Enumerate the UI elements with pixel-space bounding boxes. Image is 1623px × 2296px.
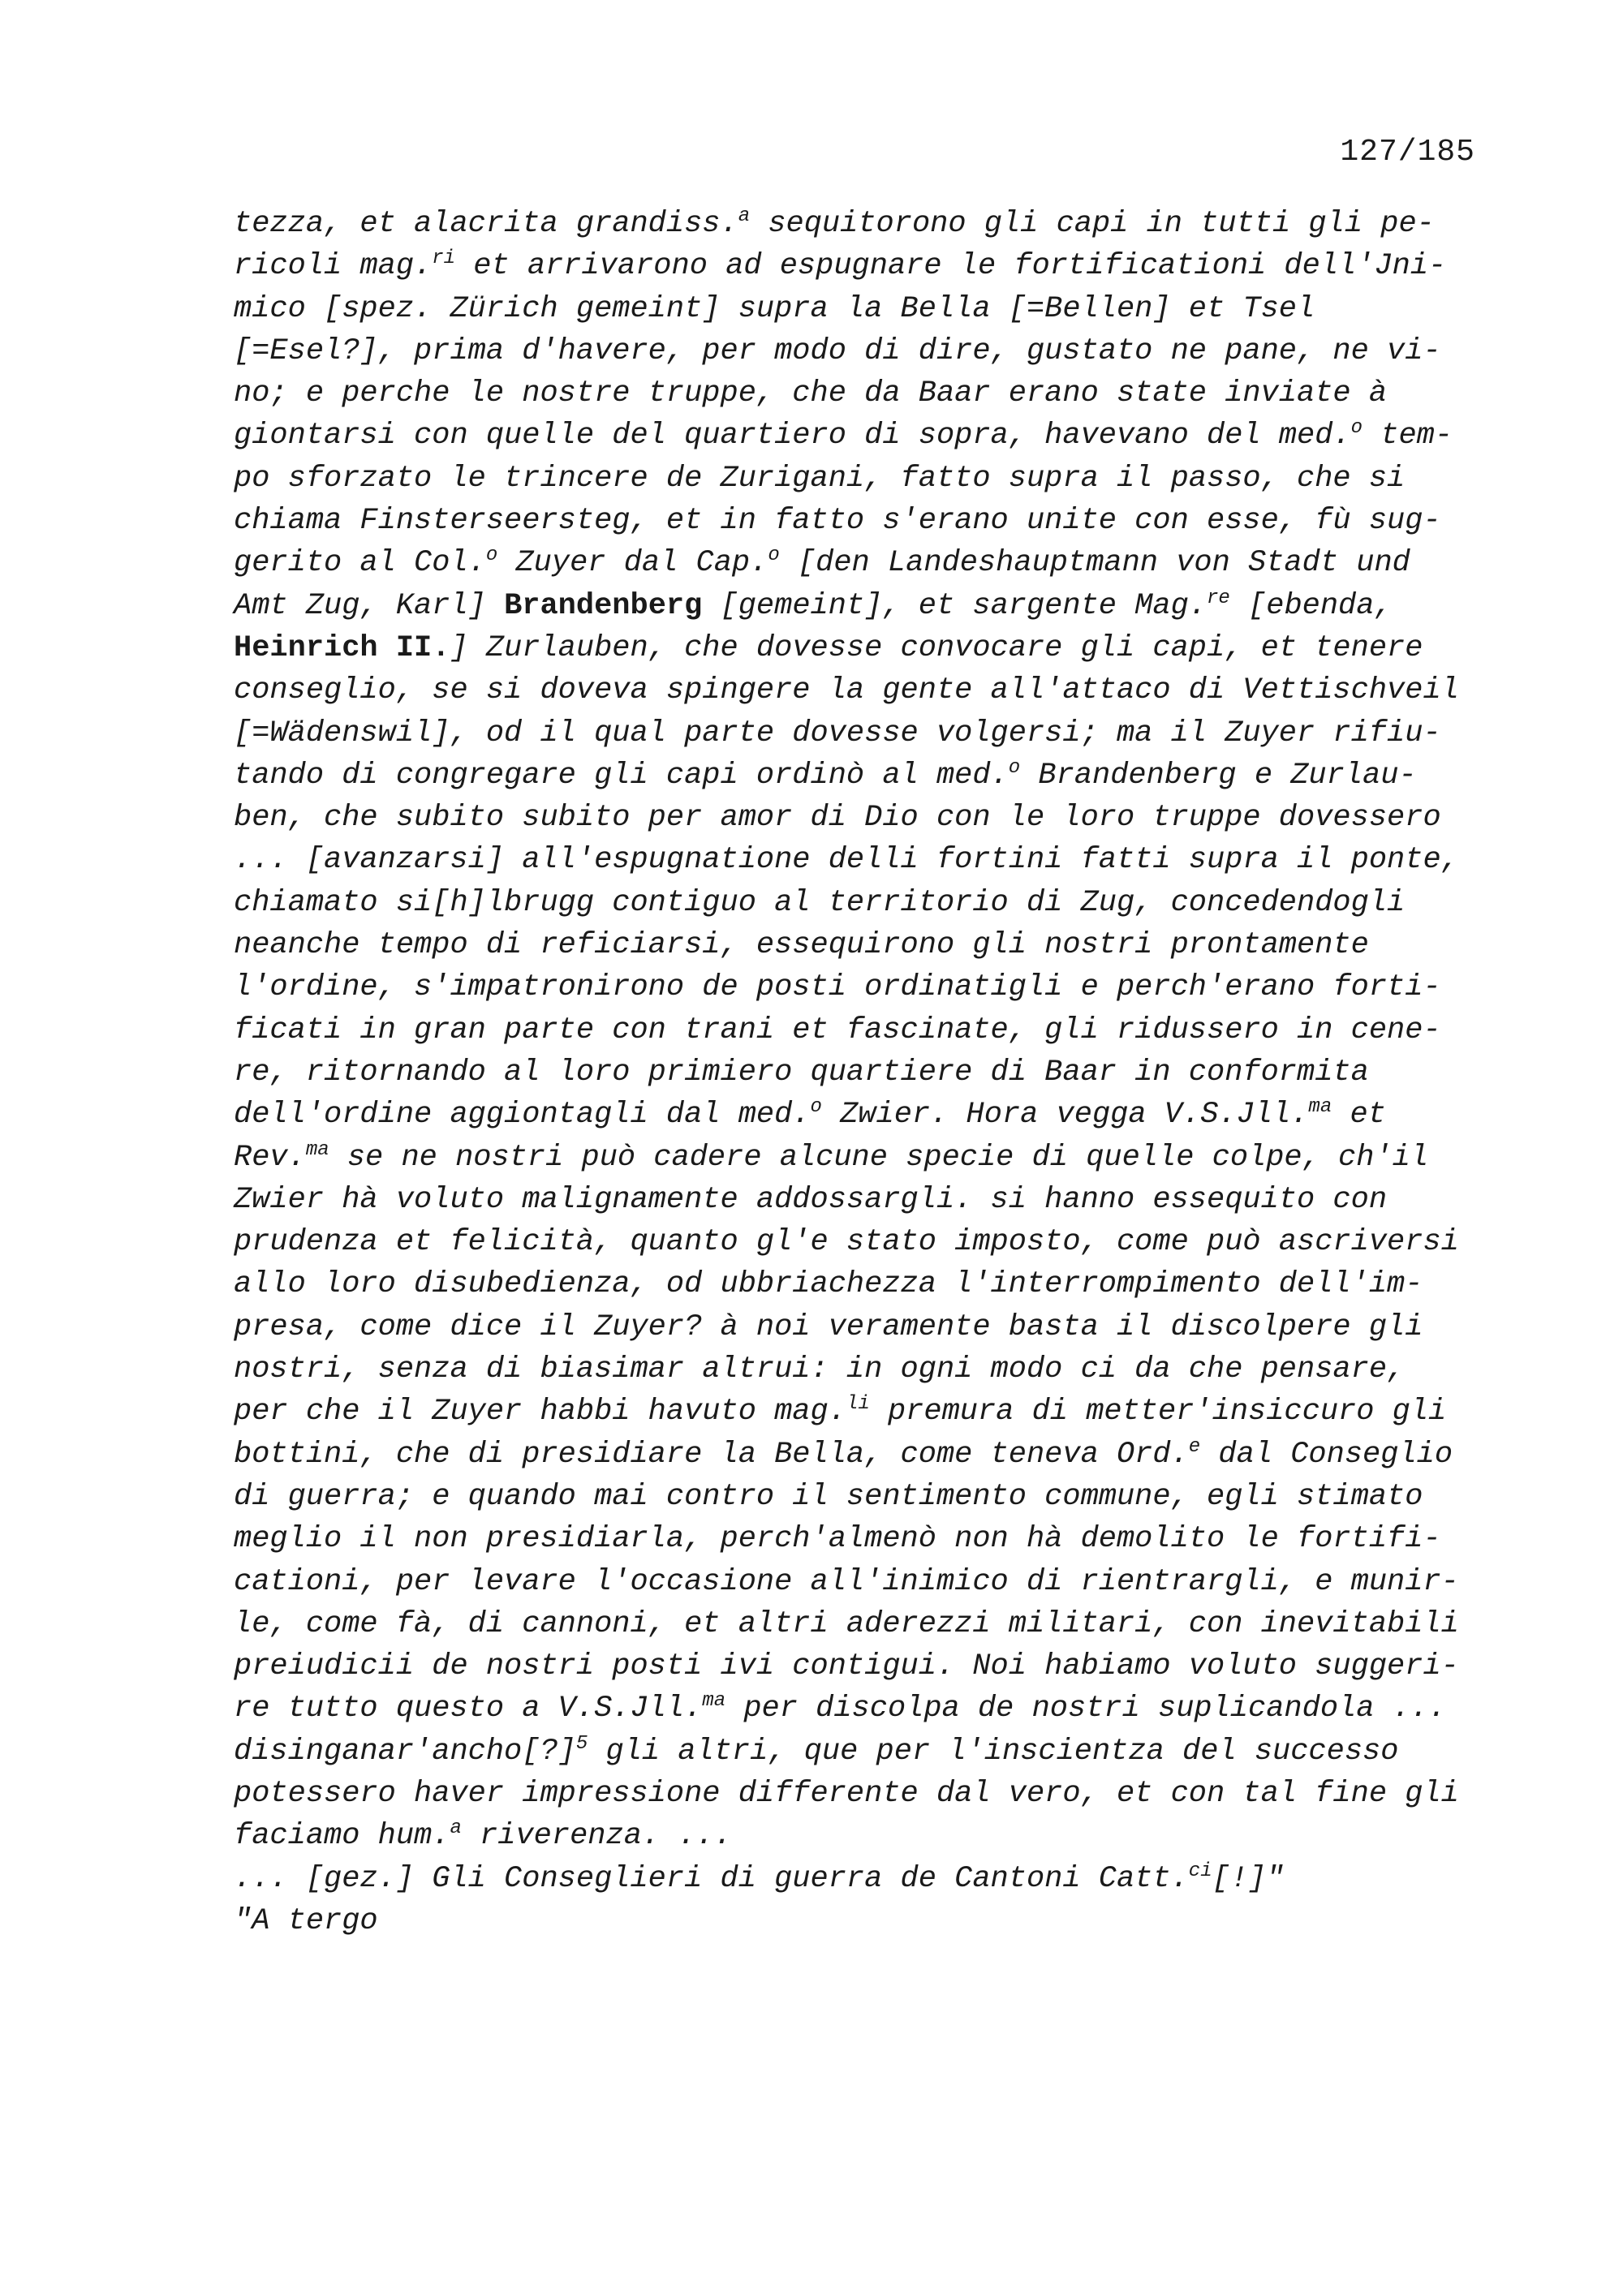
superscript: o xyxy=(1350,417,1363,440)
text-line xyxy=(234,1900,1500,1942)
text-segment: premura di metter'insiccuro gli xyxy=(869,1395,1447,1430)
text-segment: per che il Zuyer habbi havuto mag. xyxy=(234,1395,846,1430)
text-line xyxy=(234,882,1500,924)
text-line xyxy=(234,712,1500,755)
superscript: a xyxy=(450,1817,462,1840)
text-line xyxy=(234,203,1500,245)
text-segment: tando di congregare gli capi ordinò al med. xyxy=(234,758,1009,793)
text-line xyxy=(234,288,1500,330)
text-segment: Zuyer dal Cap. xyxy=(497,546,768,581)
text-line xyxy=(234,1137,1500,1179)
text-segment: se ne nostri può cadere alcune specie di quelle colpe, ch'il xyxy=(329,1140,1429,1175)
text-line xyxy=(234,1179,1500,1221)
text-segment: Amt Zug, Karl] xyxy=(234,588,505,623)
text-segment: [!]" xyxy=(1212,1861,1285,1896)
text-segment: sequitorono gli capi in tutti gli pe- xyxy=(750,207,1435,241)
text-line xyxy=(234,627,1500,669)
text-segment: gerito al Col. xyxy=(234,546,486,581)
text-segment: faciamo hum. xyxy=(234,1819,450,1854)
text-segment: Rev. xyxy=(234,1140,306,1175)
text-segment: no; e perche le nostre truppe, che da Baar erano state inviate à xyxy=(234,376,1388,411)
bold-name: Brandenberg xyxy=(504,588,703,623)
text-line xyxy=(234,966,1500,1008)
text-segment: allo loro disubedienza, od ubbriachezza l'interrompimento dell'im- xyxy=(234,1267,1423,1302)
text-line xyxy=(234,245,1500,287)
text-segment: riverenza. ... xyxy=(461,1819,732,1854)
text-line xyxy=(234,585,1500,627)
text-segment: [=Esel?], prima d'havere, per modo di dire, gustato ne pane, ne vi- xyxy=(234,333,1441,368)
text-segment: et xyxy=(1332,1098,1386,1133)
text-segment: re, ritornando al loro primiero quartiere di Baar in conformita xyxy=(234,1055,1369,1090)
text-segment: dal Conseglio xyxy=(1200,1437,1453,1472)
text-line xyxy=(234,1051,1500,1094)
text-line xyxy=(234,1603,1500,1645)
superscript: a xyxy=(738,205,751,227)
superscript: li xyxy=(846,1393,870,1416)
superscript: ci xyxy=(1188,1860,1212,1882)
text-line xyxy=(234,1561,1500,1603)
text-line xyxy=(234,500,1500,542)
text-line xyxy=(234,458,1500,500)
text-segment: prudenza et felicità, quanto gl'e stato imposto, come può ascriversi xyxy=(234,1225,1459,1260)
superscript: ma xyxy=(1308,1096,1332,1119)
superscript: ma xyxy=(702,1690,726,1713)
text-segment: disinganar'ancho[?] xyxy=(234,1734,576,1769)
text-segment: tem- xyxy=(1363,419,1453,454)
text-line xyxy=(234,1858,1500,1900)
text-segment: [ebenda, xyxy=(1229,588,1393,623)
text-segment: [den Landeshauptmann von Stadt und xyxy=(779,546,1410,581)
text-line xyxy=(234,1476,1500,1518)
text-line xyxy=(234,1263,1500,1305)
text-segment: preiudicii de nostri posti ivi contigui. Noi habiamo voluto suggeri- xyxy=(234,1649,1459,1684)
superscript: o xyxy=(485,544,498,567)
text-segment: dell'ordine aggiontagli dal med. xyxy=(234,1098,811,1133)
text-segment: Zwier hà voluto malignamente addossargli. si hanno essequito con xyxy=(234,1182,1388,1217)
text-line xyxy=(234,797,1500,839)
text-segment: Zwier. Hora vegga V.S.Jll. xyxy=(821,1098,1309,1133)
text-segment: Brandenberg e Zurlau- xyxy=(1020,758,1417,793)
text-segment: re tutto questo a V.S.Jll. xyxy=(234,1692,703,1726)
text-line xyxy=(234,1306,1500,1348)
text-segment: per discolpa de nostri suplicandola ... xyxy=(725,1692,1447,1726)
superscript: e xyxy=(1188,1435,1201,1458)
text-segment: di guerra; e quando mai contro il sentimento commune, egli stimato xyxy=(234,1479,1423,1514)
superscript: o xyxy=(810,1096,822,1119)
text-segment: tezza, et alacrita grandiss. xyxy=(234,207,738,241)
text-line xyxy=(234,1094,1500,1136)
text-line xyxy=(234,1221,1500,1263)
superscript: o xyxy=(768,544,780,567)
text-segment: giontarsi con quelle del quartiero di sopra, havevano del med. xyxy=(234,419,1351,454)
text-segment: ... [avanzarsi] all'espugnatione delli fortini fatti supra il ponte, xyxy=(234,843,1459,878)
text-segment: gli altri, que per l'inscientza del successo xyxy=(588,1734,1399,1769)
superscript: o xyxy=(1008,756,1021,779)
text-segment: meglio il non presidiarla, perch'almenò non hà demolito le fortifi- xyxy=(234,1522,1441,1557)
text-line xyxy=(234,415,1500,457)
text-line xyxy=(234,839,1500,881)
text-line xyxy=(234,669,1500,712)
text-line xyxy=(234,542,1500,584)
letter-body-text xyxy=(234,203,1500,1942)
text-segment: ficati in gran parte con trani et fascinate, gli ridussero in cene- xyxy=(234,1013,1441,1047)
text-segment: l'ordine, s'impatronirono de posti ordinatigli e perch'erano forti- xyxy=(234,970,1441,1005)
text-line xyxy=(234,1391,1500,1433)
text-segment: [=Wädenswil], od il qual parte dovesse volgersi; ma il Zuyer rifiu- xyxy=(234,716,1441,750)
text-line xyxy=(234,1009,1500,1051)
superscript: re xyxy=(1207,587,1230,609)
text-segment: presa, come dice il Zuyer? à noi veramente basta il discolpere gli xyxy=(234,1309,1423,1344)
text-line xyxy=(234,1518,1500,1560)
text-line xyxy=(234,755,1500,797)
superscript: 5 xyxy=(575,1732,588,1755)
superscript: ri xyxy=(432,247,456,270)
text-segment: bottini, che di presidiare la Bella, come teneva Ord. xyxy=(234,1437,1189,1472)
text-segment: ] Zurlauben, che dovesse convocare gli capi, et tenere xyxy=(450,630,1423,665)
text-segment: [gemeint], et sargente Mag. xyxy=(702,588,1208,623)
text-segment: potessero haver impressione differente dal vero, et con tal fine gli xyxy=(234,1776,1459,1811)
text-segment: chiamato si[h]lbrugg contiguo al territorio di Zug, concedendogli xyxy=(234,885,1406,920)
text-segment: "A tergo xyxy=(234,1903,378,1938)
text-segment: ... [gez.] Gli Conseglieri di guerra de Cantoni Catt. xyxy=(234,1861,1189,1896)
text-segment: chiama Finsterseersteg, et in fatto s'erano unite con esse, fù sug- xyxy=(234,504,1441,539)
page-number: 127/185 xyxy=(1340,135,1475,170)
text-segment: cationi, per levare l'occasione all'inimico di rientrargli, e munir- xyxy=(234,1564,1459,1599)
text-line xyxy=(234,330,1500,372)
text-segment: neanche tempo di reficiarsi, essequirono gli nostri prontamente xyxy=(234,928,1369,963)
text-line xyxy=(234,1645,1500,1688)
text-segment: conseglio, se si doveva spingere la gente all'attaco di Vettischveil xyxy=(234,673,1459,708)
text-line xyxy=(234,1773,1500,1815)
text-segment: po sforzato le trincere de Zurigani, fatto supra il passo, che si xyxy=(234,461,1406,496)
text-segment: et arrivarono ad espugnare le fortificationi dell'Jni- xyxy=(455,249,1447,284)
text-segment: mico [spez. Zürich gemeint] supra la Bella [=Bellen] et Tsel xyxy=(234,291,1315,326)
text-line xyxy=(234,1348,1500,1391)
text-segment: ricoli mag. xyxy=(234,249,433,284)
text-line xyxy=(234,1815,1500,1857)
text-segment: ben, che subito subito per amor di Dio con le loro truppe dovessero xyxy=(234,801,1441,836)
bold-name: Heinrich II. xyxy=(234,630,450,665)
text-line xyxy=(234,372,1500,415)
text-line xyxy=(234,924,1500,966)
superscript: ma xyxy=(305,1138,329,1161)
text-line xyxy=(234,1731,1500,1773)
text-line xyxy=(234,1434,1500,1476)
text-line xyxy=(234,1688,1500,1730)
text-segment: le, come fà, di cannoni, et altri aderezzi militari, con inevitabili xyxy=(234,1606,1459,1641)
text-segment: nostri, senza di biasimar altrui: in ogni modo ci da che pensare, xyxy=(234,1352,1406,1387)
